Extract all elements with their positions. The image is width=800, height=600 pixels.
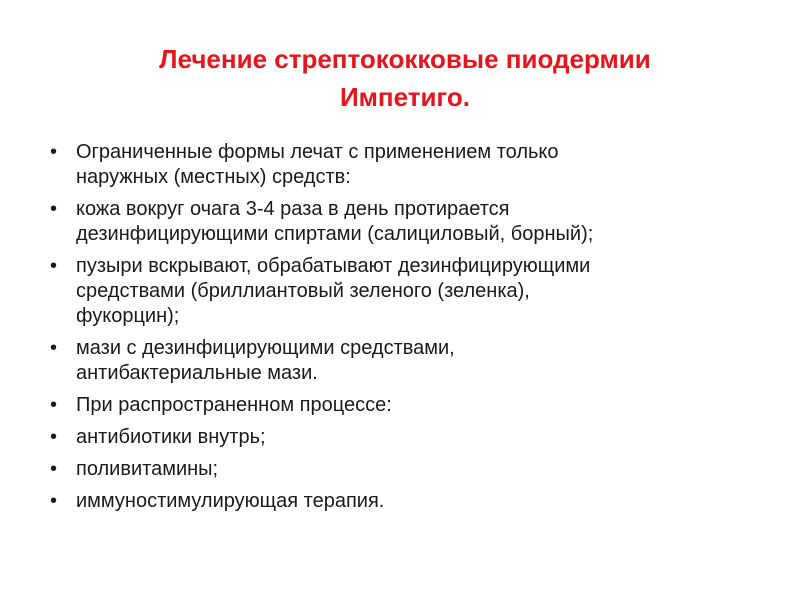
bullet-text: иммуностимулирующая терапия. — [76, 490, 385, 512]
bullet-item — [48, 457, 768, 482]
bullet-dot-icon: • — [50, 337, 58, 359]
bullet-text: При распространенном процессе: — [76, 394, 392, 416]
bullet-text: Ограниченные формы лечат с применением только наружных (местных) средств: — [76, 141, 559, 188]
bullet-dot-icon: • — [50, 426, 58, 448]
slide-title-line-2: Импетиго. — [339, 82, 471, 112]
bullet-text: поливитамины; — [76, 458, 219, 480]
slide-title-line-1: Лечение стрептококковые пиодермии — [159, 44, 651, 74]
bullet-item — [48, 254, 768, 329]
bullet-item — [48, 336, 768, 386]
bullet-dot-icon: • — [50, 198, 58, 220]
bullet-dot-icon: • — [50, 394, 58, 416]
bullet-dot-icon: • — [50, 141, 58, 163]
bullet-item — [48, 425, 768, 450]
bullet-list — [48, 140, 768, 521]
bullet-dot-icon: • — [50, 255, 58, 277]
slide-title — [60, 40, 750, 116]
bullet-text: кожа вокруг очага 3-4 раза в день протирается дезинфицирующими спиртами (салициловый, борный); — [76, 198, 594, 245]
bullet-item — [48, 140, 768, 190]
bullet-item — [48, 489, 768, 514]
bullet-text: мази с дезинфицирующими средствами, антибактериальные мази. — [76, 337, 455, 384]
bullet-text: антибиотики внутрь; — [76, 426, 266, 448]
bullet-item — [48, 393, 768, 418]
bullet-dot-icon: • — [50, 490, 58, 512]
bullet-text: пузыри вскрывают, обрабатывают дезинфицирующими средствами (бриллиантовый зеленого (зеленка), фукорцин); — [76, 255, 591, 327]
bullet-dot-icon: • — [50, 458, 58, 480]
bullet-item — [48, 197, 768, 247]
